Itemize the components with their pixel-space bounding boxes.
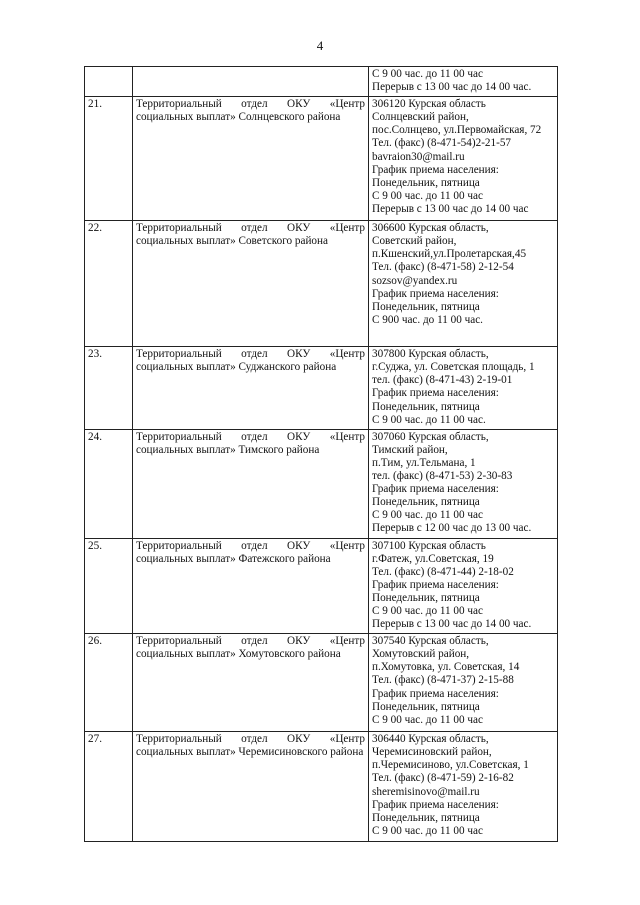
offices-table (84, 66, 558, 842)
address-line: С 9 00 час. до 11 00 час (372, 713, 483, 726)
row-number: 23. (85, 347, 133, 430)
address-line: 307100 Курская область (372, 539, 486, 552)
address-line: С 900 час. до 11 00 час. (372, 313, 483, 326)
table-row (85, 347, 558, 430)
address-line: График приема населения: (372, 687, 499, 700)
address-line: Тел. (факс) (8-471-44) 2-18-02 (372, 565, 514, 578)
office-name-cell (133, 221, 369, 347)
address-line: График приема населения: (372, 798, 499, 811)
address-line: Тел. (факс) (8-471-58) 2-12-54 (372, 261, 514, 274)
office-name: Территориальный отдел ОКУ «Центр социальных выплат» Солнцевского района (136, 98, 365, 124)
address-line: Перерыв с 13 00 час до 14 00 час. (372, 81, 532, 94)
address-line: Понедельник, пятница (372, 811, 480, 824)
office-address-cell (369, 538, 558, 634)
address-line: С 9 00 час. до 11 00 час. (372, 413, 486, 426)
office-name: Территориальный отдел ОКУ «Центр социальных выплат» Тимского района (136, 430, 365, 456)
address-line: Перерыв с 13 00 час до 14 00 час (372, 202, 529, 215)
office-address-cell (369, 347, 558, 430)
address-line: С 9 00 час. до 11 00 час (372, 509, 483, 522)
address-line: Перерыв с 13 00 час до 14 00 час. (372, 618, 532, 631)
address-line: Хомутовский район, (372, 648, 470, 661)
office-name-cell (133, 634, 369, 732)
address-line: г.Суджа, ул. Советская площадь, 1 (372, 361, 535, 374)
table-row (85, 97, 558, 221)
address-line: График приема населения: (372, 578, 499, 591)
table-row (85, 538, 558, 634)
table-row (85, 429, 558, 538)
office-address-cell (369, 221, 558, 347)
address-line: sozsov@yandex.ru (372, 274, 458, 287)
address-line: Черемисиновский район, (372, 746, 492, 759)
address-line: п.Черемисиново, ул.Советская, 1 (372, 759, 529, 772)
row-number (85, 67, 133, 97)
address-line: 307800 Курская область, (372, 348, 489, 361)
address-line: Понедельник, пятница (372, 700, 480, 713)
address-line: Тел. (факс) (8-471-54)2-21-57 (372, 137, 512, 150)
address-line: График приема населения: (372, 287, 499, 300)
address-line: sheremisinovo@mail.ru (372, 785, 480, 798)
address-line: Понедельник, пятница (372, 591, 480, 604)
address-line: График приема населения: (372, 483, 499, 496)
table-row (85, 634, 558, 732)
address-line: Понедельник, пятница (372, 400, 480, 413)
row-number: 27. (85, 732, 133, 842)
address-line: Тел. (факс) (8-471-37) 2-15-88 (372, 674, 514, 687)
address-line: С 9 00 час. до 11 00 час (372, 604, 483, 617)
address-line: 306600 Курская область, (372, 222, 489, 235)
office-address-cell (369, 634, 558, 732)
address-line: 306120 Курская область (372, 98, 486, 111)
office-name-cell (133, 538, 369, 634)
office-name: Территориальный отдел ОКУ «Центр социальных выплат» Черемисиновского района (136, 733, 365, 759)
office-name-cell (133, 429, 369, 538)
address-line: п.Тим, ул.Тельмана, 1 (372, 456, 476, 469)
office-address-cell (369, 429, 558, 538)
address-line: bavraion30@mail.ru (372, 150, 465, 163)
office-name-cell (133, 732, 369, 842)
address-line: Тимский район, (372, 443, 448, 456)
address-line: тел. (факс) (8-471-43) 2-19-01 (372, 374, 513, 387)
address-line: Понедельник, пятница (372, 300, 480, 313)
address-line: Понедельник, пятница (372, 496, 480, 509)
office-name: Территориальный отдел ОКУ «Центр социальных выплат» Фатежского района (136, 539, 365, 565)
office-name-cell (133, 347, 369, 430)
address-line: тел. (факс) (8-471-53) 2-30-83 (372, 470, 513, 483)
table-row (85, 221, 558, 347)
address-line: График приема населения: (372, 387, 499, 400)
address-line: Тел. (факс) (8-471-59) 2-16-82 (372, 772, 514, 785)
table-row (85, 732, 558, 842)
address-line: График приема населения: (372, 163, 499, 176)
office-name-cell (133, 97, 369, 221)
office-address-cell (369, 67, 558, 97)
row-number: 24. (85, 429, 133, 538)
address-line: 307060 Курская область, (372, 430, 489, 443)
address-line: Солнцевский район, (372, 111, 469, 124)
table-row (85, 67, 558, 97)
office-name: Территориальный отдел ОКУ «Центр социальных выплат» Хомутовского района (136, 635, 365, 661)
office-name-cell (133, 67, 369, 97)
address-line: Понедельник, пятница (372, 176, 480, 189)
office-name: Территориальный отдел ОКУ «Центр социальных выплат» Советского района (136, 222, 365, 248)
row-number: 22. (85, 221, 133, 347)
offices-table-body (85, 67, 558, 842)
address-line: С 9 00 час. до 11 00 час (372, 824, 483, 837)
row-number: 26. (85, 634, 133, 732)
address-line: С 9 00 час. до 11 00 час (372, 68, 483, 80)
row-number: 25. (85, 538, 133, 634)
address-line: п.Кшенский,ул.Пролетарская,45 (372, 248, 527, 261)
address-line: Советский район, (372, 235, 457, 248)
address-line: Перерыв с 12 00 час до 13 00 час. (372, 522, 532, 535)
office-address-cell (369, 732, 558, 842)
row-number: 21. (85, 97, 133, 221)
page-number: 4 (316, 38, 324, 53)
address-line: пос.Солнцево, ул.Первомайская, 72 (372, 124, 542, 137)
office-name: Территориальный отдел ОКУ «Центр социальных выплат» Суджанского района (136, 348, 365, 374)
address-line: 306440 Курская область, (372, 733, 489, 746)
address-line: п.Хомутовка, ул. Советская, 14 (372, 661, 520, 674)
office-address-cell (369, 97, 558, 221)
address-line: 307540 Курская область, (372, 635, 489, 648)
address-line: г.Фатеж, ул.Советская, 19 (372, 552, 494, 565)
address-line: С 9 00 час. до 11 00 час (372, 189, 483, 202)
